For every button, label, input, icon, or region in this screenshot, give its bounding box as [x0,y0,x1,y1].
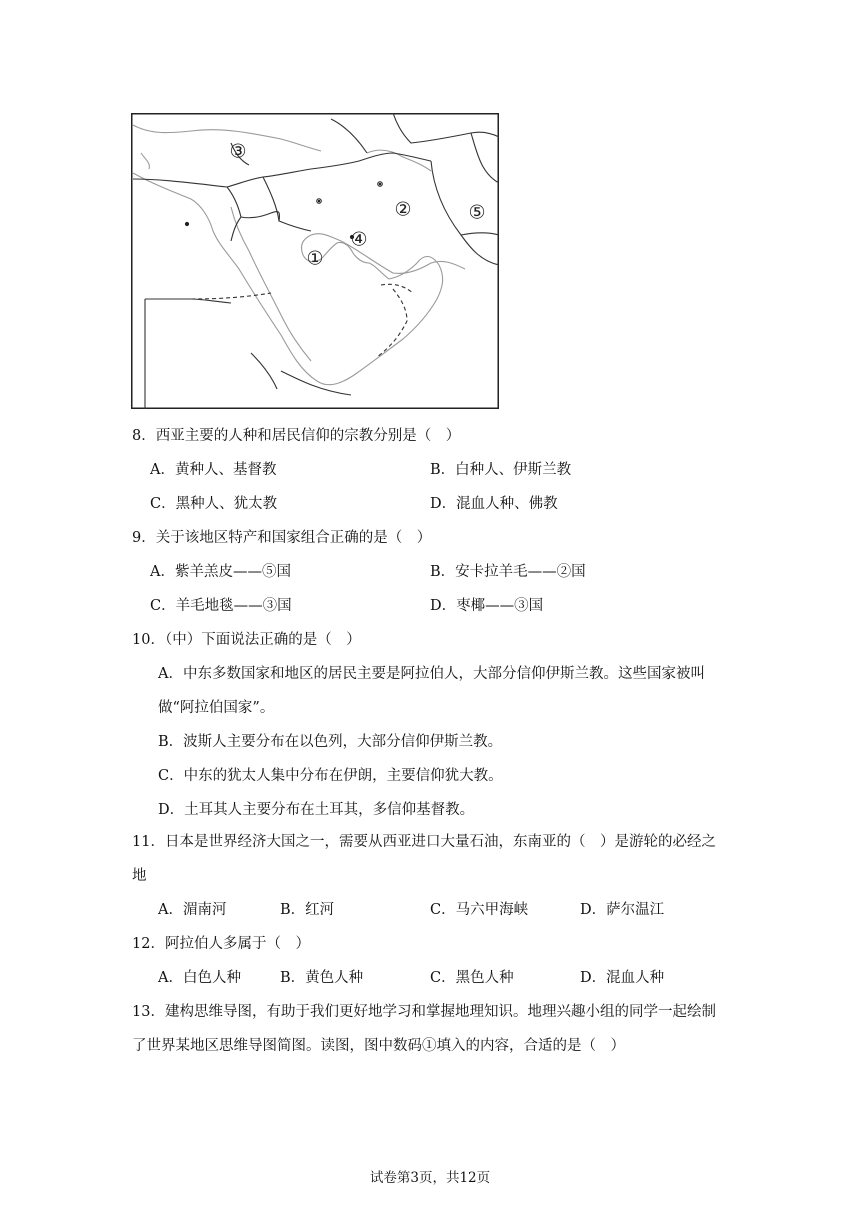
q11-stem-cont: 地 [132,868,147,884]
q9-option-a: A．紫羊羔皮——⑤国 [150,564,291,580]
q13-stem-cont: 了世界某地区思维导图简图。读图，图中数码①填入的内容，合适的是（ ） [132,1038,625,1054]
label-1: ① [306,247,324,270]
q9-option-d: D．枣椰——③国 [430,598,544,614]
q11-option-a: A．湄南河 [158,902,227,918]
q8-option-a: A．黄种人、基督教 [150,462,277,478]
label-3: ③ [229,140,247,163]
q10-option-a-cont: 做“阿拉伯国家”。 [158,700,275,716]
q12-stem: 12．阿拉伯人多属于（ ） [132,936,310,952]
middle-east-map [131,113,499,409]
q10-option-d: D．土耳其人主要分布在土耳其，多信仰基督教。 [158,802,475,818]
q9-stem: 9．关于该地区特产和国家组合正确的是（ ） [132,530,432,546]
label-5: ⑤ [468,201,486,224]
q11-option-c: C．马六甲海峡 [430,902,529,918]
q8-option-d: D．混血人种、佛教 [430,496,558,512]
q10-option-c: C．中东的犹太人集中分布在伊朗，主要信仰犹大教。 [158,768,503,784]
q11-stem: 11．日本是世界经济大国之一，需要从西亚进口大量石油，东南亚的（ ）是游轮的必经之 [132,834,716,850]
q10-option-a: A．中东多数国家和地区的居民主要是阿拉伯人，大部分信仰伊斯兰教。这些国家被叫 [158,666,705,682]
q8-stem: 8．西亚主要的人种和居民信仰的宗教分别是（ ） [132,428,461,444]
q12-option-b: B．黄色人种 [280,970,364,986]
q9-option-c: C．羊毛地毯——③国 [150,598,292,614]
label-2: ② [394,198,412,221]
q10-stem: 10．（中）下面说法正确的是（ ） [132,632,361,648]
q12-option-a: A．白色人种 [158,970,241,986]
q12-option-c: C．黑色人种 [430,970,514,986]
q9-option-b: B．安卡拉羊毛——②国 [430,564,586,580]
label-4: ④ [350,228,368,251]
q11-option-d: D．萨尔温江 [580,902,665,918]
q8-option-b: B．白种人、伊斯兰教 [430,462,572,478]
q13-stem: 13．建构思维导图，有助于我们更好地学习和掌握地理知识。地理兴趣小组的同学一起绘制 [132,1004,716,1020]
q11-option-b: B．红河 [280,902,335,918]
q8-option-c: C．黑种人、犹太教 [150,496,278,512]
q10-option-b: B．波斯人主要分布在以色列，大部分信仰伊斯兰教。 [158,734,503,750]
q12-option-d: D．混血人种 [580,970,665,986]
page-footer: 试卷第3页，共12页 [369,1170,491,1186]
